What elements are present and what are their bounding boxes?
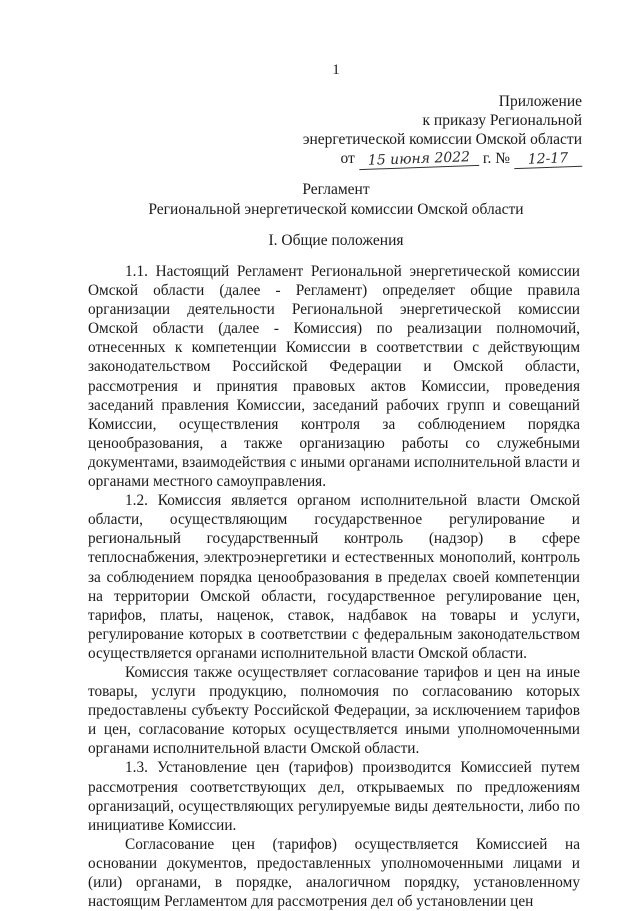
- handwritten-order-number: 12-17: [514, 150, 583, 169]
- paragraph-1-2-continued: Комиссия также осуществляет согласование тарифов и цен на иные товары, услуги продукцию, полномочия по согласованию которых предоставлены субъекту Российской Федерации, за исключением тарифов и цен, согласование которых осуществляется иными уполномоченными органами исполнительной власти Омской области.: [88, 663, 580, 758]
- appendix-date-line: [303, 149, 582, 168]
- appendix-commission-name: энергетической комиссии Омской области: [302, 131, 582, 148]
- year-number-label: г. №: [482, 150, 510, 167]
- title-line-1: Регламент: [302, 181, 370, 198]
- section-heading: I. Общие положения: [268, 232, 404, 249]
- page-number: 1: [332, 62, 340, 78]
- appendix-title: Приложение: [498, 93, 582, 110]
- paragraph-1-2: 1.2. Комиссия является органом исполнительной власти Омской области, осуществляющим государственное регулирование и региональный государственный контроль (надзор) в сфере теплоснабжения, электроэнергетики и естественных монополий, контроль за соблюдением порядка ценообразования в пределах своей компетенции на территории Омской области, государственное регулирование цен, тарифов, платы, наценок, ставок, надбавок на товары и услуги, регулирование которых в соответствии с федеральным законодательством осуществляется органами исполнительной власти Омской области.: [88, 492, 580, 662]
- paragraph-1-3-continued: Согласование цен (тарифов) осуществляется Комиссией на основании документов, предоставленных уполномоченными лицами и (или) органами, в порядке, аналогичном порядку, установленному настоящим Регламентом для рассмотрения дел об установлении цен: [88, 835, 580, 911]
- document-title: [0, 180, 640, 220]
- title-line-2: Региональной энергетической комиссии Омской области: [148, 201, 524, 218]
- paragraph-1-3: 1.3. Установление цен (тарифов) производится Комиссией путем рассмотрения соответствующих дел, открываемых по предложениям организаций, осуществляющих регулируемые виды деятельности, либо по инициативе Комиссии.: [88, 759, 580, 834]
- handwritten-date: 15 июня 2022: [359, 149, 480, 170]
- document-body: [88, 262, 580, 911]
- paragraph-1-1: 1.1. Настоящий Регламент Региональной энергетической комиссии Омской области (далее - Регламент) определяет общие правила организации деятельности Региональной энергетической комиссии Омской области (далее - Комиссия) по реализации полномочий, отнесенных к компетенции Комиссии в соответствии с действующим законодательством Российской Федерации и Омской области, рассмотрения и принятия правовых актов Комиссии, проведения заседаний правления Комиссии, заседаний рабочих групп и совещаний Комиссии, осуществления контроля за соблюдением порядка ценообразования, а также организацию работы со служебными документами, взаимодействия с иными органами исполнительной власти и органами местного самоуправления.: [88, 263, 580, 491]
- appendix-header: [303, 92, 582, 168]
- date-prefix: от: [340, 150, 355, 167]
- appendix-order-ref: к приказу Региональной: [422, 112, 582, 129]
